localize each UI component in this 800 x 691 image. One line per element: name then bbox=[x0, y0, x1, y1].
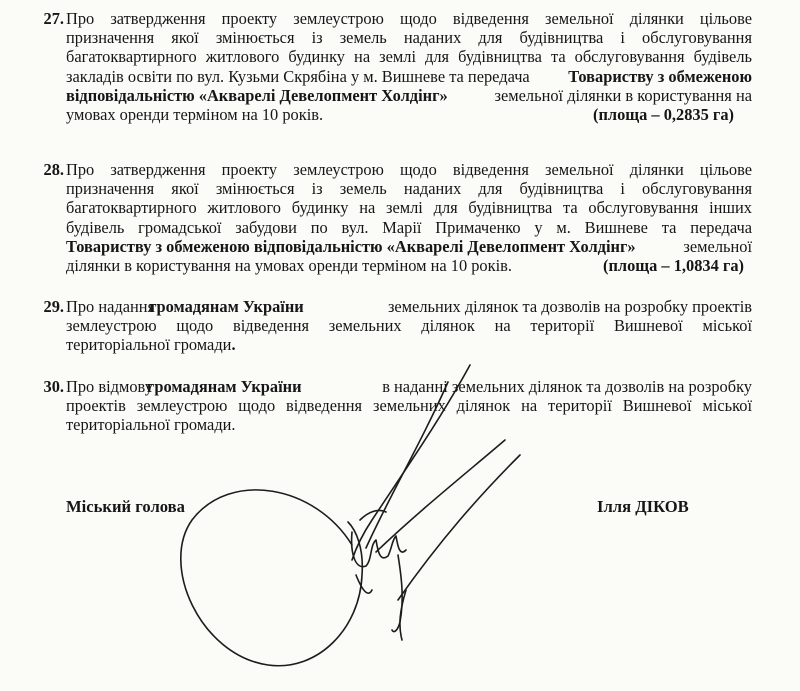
line-text: земельних ділянок та дозволів на розробку проектів bbox=[387, 297, 752, 316]
item-line bbox=[66, 256, 752, 275]
line-text: умовах оренди терміном на 10 років. bbox=[66, 105, 324, 125]
citizens-label: громадянам України bbox=[149, 297, 304, 316]
agenda-item-30 bbox=[34, 377, 752, 435]
area-value: (площа – 0,2835 га) bbox=[593, 105, 734, 125]
signatory-title: Міський голова bbox=[66, 497, 185, 516]
company-name: відповідальністю «Акварелі Девелопмент Холдінг» bbox=[66, 85, 448, 105]
item-line: багатоквартирного житлового будинку на землі для будівництва та обслуговування інших bbox=[66, 198, 752, 218]
signatory-name: Ілля ДІКОВ bbox=[597, 497, 689, 516]
item-line: проектів землеустрою щодо відведення земельних ділянок на території Вишневої міської bbox=[66, 396, 752, 416]
item-line: багатоквартирного житлового будинку на землі для будівництва та обслуговування будівель bbox=[66, 47, 752, 67]
item-line bbox=[66, 297, 752, 316]
line-text: закладів освіти по вул. Кузьми Скрябіна у м. Вишневе та передача bbox=[66, 66, 530, 86]
company-name: Товариству з обмеженою bbox=[568, 66, 752, 86]
area-value: (площа – 1,0834 га) bbox=[603, 256, 744, 276]
item-number: 29. bbox=[43, 297, 64, 316]
line-text: земельної bbox=[683, 236, 752, 256]
citizens-label: громадянам України bbox=[146, 377, 302, 396]
line-text: Про відмову bbox=[66, 377, 153, 396]
line-text: земельної ділянки в користування на bbox=[494, 85, 752, 105]
item-number: 27. bbox=[43, 9, 64, 28]
item-line: призначення якої змінюється із земель наданих для будівництва і обслуговування bbox=[66, 28, 752, 48]
agenda-item-28 bbox=[34, 160, 752, 275]
agenda-item-29 bbox=[34, 297, 752, 355]
company-name: Товариству з обмеженою відповідальністю «Акварелі Девелопмент Холдінг» bbox=[66, 236, 636, 256]
item-number: 30. bbox=[43, 377, 64, 396]
line-text: територіальної громади bbox=[66, 335, 232, 355]
item-line: будівель громадської забудови по вул. Марії Примаченко у м. Вишневе та передача bbox=[66, 217, 752, 237]
item-number: 28. bbox=[43, 160, 64, 179]
item-line: Про затвердження проекту землеустрою щодо відведення земельної ділянки цільове bbox=[66, 160, 752, 179]
item-line: територіальної громади. bbox=[66, 415, 236, 435]
agenda-item-27 bbox=[34, 9, 752, 124]
item-line bbox=[66, 105, 752, 124]
line-end-dot: . bbox=[231, 335, 236, 355]
line-text: ділянки в користування на умовах оренди терміном на 10 років. bbox=[66, 256, 512, 276]
item-line bbox=[66, 67, 752, 86]
line-text: в наданні земельних ділянок та дозволів на розробку bbox=[382, 377, 752, 396]
item-line bbox=[66, 377, 752, 396]
item-line bbox=[66, 86, 752, 105]
item-line: землеустрою щодо відведення земельних ділянок на території Вишневої міської bbox=[66, 316, 752, 336]
item-line: призначення якої змінюється із земель наданих для будівництва і обслуговування bbox=[66, 179, 752, 199]
line-text: Про надання bbox=[66, 297, 156, 316]
item-line bbox=[66, 335, 752, 354]
item-line: Про затвердження проекту землеустрою щодо відведення земельної ділянки цільове bbox=[66, 9, 752, 28]
item-line bbox=[66, 237, 752, 256]
